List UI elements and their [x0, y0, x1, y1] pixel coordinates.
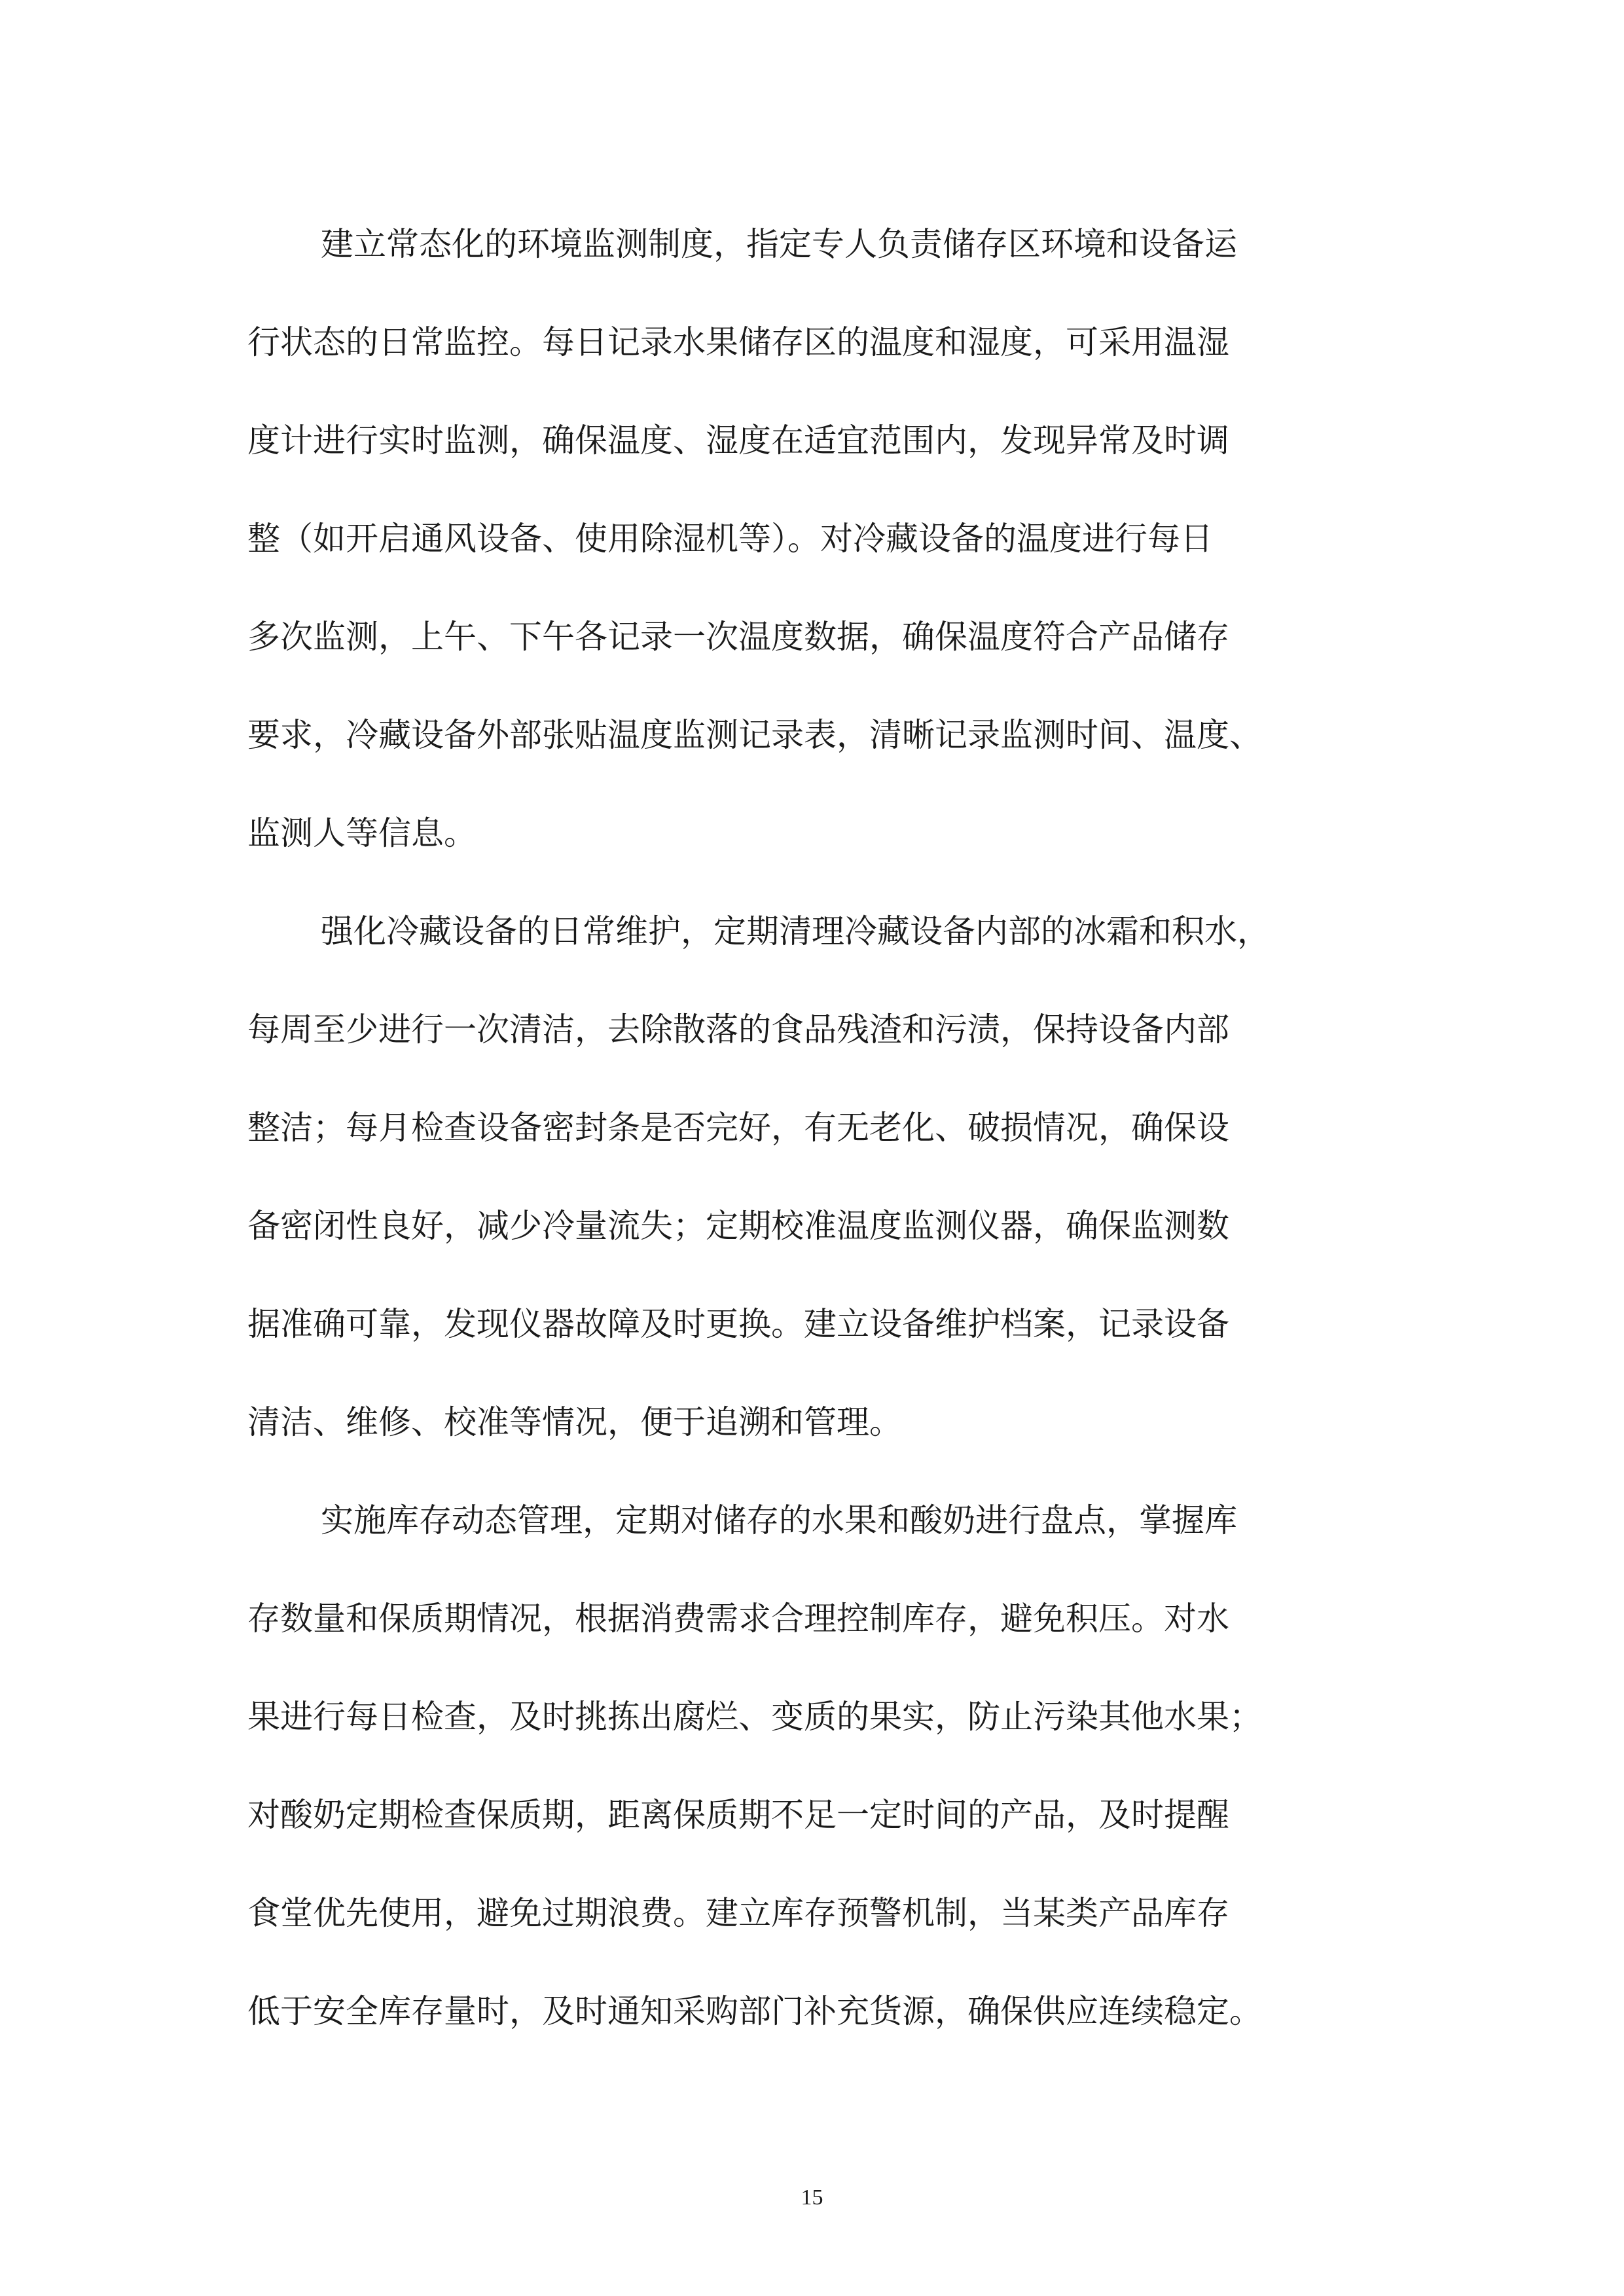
paragraph-line: 果进行每日检查，及时挑拣出腐烂、变质的果实，防止污染其他水果；	[247, 1698, 1262, 1736]
paragraph-environment-monitoring	[247, 195, 1399, 882]
paragraph-line: 对酸奶定期检查保质期，距离保质期不足一定时间的产品，及时提醒	[247, 1796, 1229, 1834]
paragraph-inventory-management	[247, 1471, 1399, 2060]
paragraph-line: 整（如开启通风设备、使用除湿机等）。对冷藏设备的温度进行每日	[247, 520, 1213, 558]
paragraph-line: 存数量和保质期情况，根据消费需求合理控制库存，避免积压。对水	[247, 1600, 1229, 1638]
paragraph-line: 建立常态化的环境监测制度，指定专人负责储存区环境和设备运	[321, 225, 1237, 263]
paragraph-line: 要求，冷藏设备外部张贴温度监测记录表，清晰记录监测时间、温度、	[247, 716, 1262, 754]
paragraph-line: 强化冷藏设备的日常维护，定期清理冷藏设备内部的冰霜和积水，	[321, 912, 1270, 950]
page-number: 15	[801, 2185, 823, 2210]
paragraph-line: 实施库存动态管理，定期对储存的水果和酸奶进行盘点，掌握库	[321, 1501, 1237, 1539]
paragraph-line: 食堂优先使用，避免过期浪费。建立库存预警机制，当某类产品库存	[247, 1894, 1229, 1932]
paragraph-line: 监测人等信息。	[247, 814, 477, 852]
paragraph-line: 据准确可靠，发现仪器故障及时更换。建立设备维护档案，记录设备	[247, 1305, 1229, 1343]
paragraph-line: 每周至少进行一次清洁，去除散落的食品残渣和污渍，保持设备内部	[247, 1011, 1229, 1049]
paragraph-line: 备密闭性良好，减少冷量流失；定期校准温度监测仪器，确保监测数	[247, 1207, 1229, 1245]
paragraph-line: 整洁；每月检查设备密封条是否完好，有无老化、破损情况，确保设	[247, 1109, 1229, 1147]
paragraph-line: 度计进行实时监测，确保温度、湿度在适宜范围内，发现异常及时调	[247, 422, 1229, 459]
paragraph-equipment-maintenance	[247, 882, 1399, 1471]
paragraph-line: 低于安全库存量时，及时通知采购部门补充货源，确保供应连续稳定。	[247, 1992, 1262, 2030]
paragraph-line: 行状态的日常监控。每日记录水果储存区的温度和湿度，可采用温湿	[247, 323, 1229, 361]
paragraph-line: 多次监测，上午、下午各记录一次温度数据，确保温度符合产品储存	[247, 618, 1229, 656]
paragraph-line: 清洁、维修、校准等情况，便于追溯和管理。	[247, 1403, 902, 1441]
